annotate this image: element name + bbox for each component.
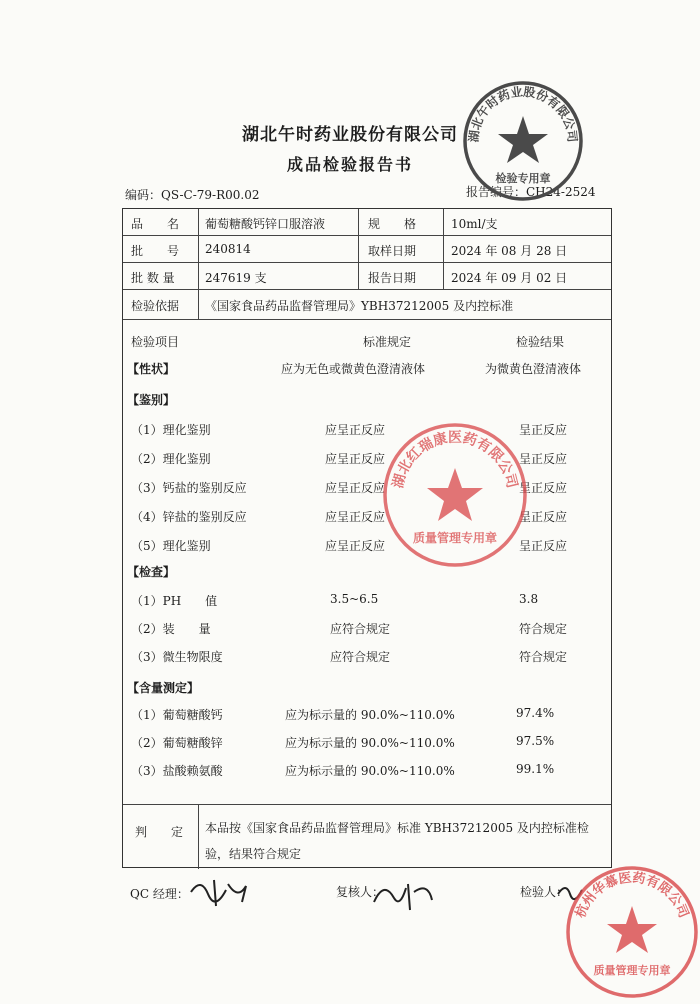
identification-row-standard: 应呈正反应 — [325, 423, 386, 437]
reviewer-signature — [370, 874, 440, 914]
quantity-value: 247619 支 — [205, 271, 267, 285]
identification-row-result: 呈正反应 — [519, 539, 568, 553]
sample-date-label: 取样日期 — [368, 244, 417, 258]
identification-row-result: 呈正反应 — [519, 452, 568, 466]
identification-row-item: （1）理化鉴别 — [131, 423, 211, 437]
conclusion-label: 判 定 — [135, 825, 184, 839]
report-number: 报告编号：CH24-2524 — [466, 185, 596, 199]
column-item: 检验项目 — [131, 335, 180, 349]
batch-value: 240814 — [205, 242, 251, 256]
sample-date-value: 2024 年 08 月 28 日 — [451, 244, 568, 258]
basis-value: 《国家食品药品监督管理局》YBH37212005 及内控标准 — [205, 299, 514, 313]
column-result: 检验结果 — [516, 335, 565, 349]
conclusion-line-1: 本品按《国家食品药品监督管理局》标准 YBH37212005 及内控标准检 — [205, 821, 589, 835]
svg-text:检验专用章: 检验专用章 — [495, 172, 551, 185]
form-code: 编码：QS-C-79-R00.02 — [125, 188, 260, 202]
company-inspection-seal — [460, 78, 586, 208]
assay-row-standard: 应为标示量的 90.0%~110.0% — [285, 764, 455, 778]
spec-value: 10ml/支 — [451, 217, 498, 231]
column-standard: 标准规定 — [363, 335, 412, 349]
identification-row-result: 呈正反应 — [519, 423, 568, 437]
section-assay: 【含量测定】 — [127, 681, 200, 695]
inspector-label: 检验人： — [520, 885, 569, 899]
assay-row-item: （2）葡萄糖酸锌 — [131, 736, 223, 750]
report-date-value: 2024 年 09 月 02 日 — [451, 271, 568, 285]
inspection-row-standard: 应符合规定 — [330, 650, 391, 664]
identification-row-standard: 应呈正反应 — [325, 539, 386, 553]
identification-row-result: 呈正反应 — [519, 481, 568, 495]
assay-row-result: 97.5% — [516, 734, 555, 748]
inspection-row-item: （1）PH 值 — [131, 594, 218, 608]
reviewer-label: 复核人： — [336, 885, 385, 899]
identification-row-item: （5）理化鉴别 — [131, 539, 211, 553]
identification-row-standard: 应呈正反应 — [325, 510, 386, 524]
inspection-row-result: 符合规定 — [519, 622, 568, 636]
inspection-row-item: （3）微生物限度 — [131, 650, 223, 664]
svg-text:湖北红瑞康医药有限公司: 湖北红瑞康医药有限公司 — [390, 430, 520, 490]
document-title: 成品检验报告书 — [286, 155, 413, 174]
conclusion-line-2: 验，结果符合规定 — [205, 847, 302, 861]
assay-row-result: 97.4% — [516, 706, 555, 720]
batch-label: 批 号 — [131, 244, 180, 258]
assay-row-item: （3）盐酸赖氨酸 — [131, 764, 223, 778]
quantity-label: 批 数 量 — [131, 271, 175, 285]
inspection-row-standard: 3.5~6.5 — [330, 592, 379, 606]
identification-row-item: （4）锌盐的鉴别反应 — [131, 510, 247, 524]
report-table — [122, 208, 612, 868]
inspection-row-standard: 应符合规定 — [330, 622, 391, 636]
inspection-row-item: （2）装 量 — [131, 622, 211, 636]
svg-text:质量管理专用章: 质量管理专用章 — [412, 531, 498, 545]
inspection-row-result: 3.8 — [519, 592, 539, 606]
assay-row-standard: 应为标示量的 90.0%~110.0% — [285, 708, 455, 722]
appearance-standard: 应为无色或微黄色澄清液体 — [281, 362, 426, 376]
svg-text:湖北午时药业股份有限公司: 湖北午时药业股份有限公司 — [466, 84, 580, 143]
qc-manager-label: QC 经理： — [130, 887, 189, 901]
svg-text:质量管理专用章: 质量管理专用章 — [593, 964, 671, 977]
report-date-label: 报告日期 — [368, 271, 417, 285]
inspection-row-result: 符合规定 — [519, 650, 568, 664]
identification-row-standard: 应呈正反应 — [325, 452, 386, 466]
qc-signature — [186, 872, 256, 912]
assay-row-standard: 应为标示量的 90.0%~110.0% — [285, 736, 455, 750]
identification-row-result: 呈正反应 — [519, 510, 568, 524]
basis-label: 检验依据 — [131, 299, 180, 313]
assay-row-result: 99.1% — [516, 762, 555, 776]
identification-row-item: （3）钙盐的鉴别反应 — [131, 481, 247, 495]
product-label: 品 名 — [131, 217, 180, 231]
svg-text:杭州华慕医药有限公司: 杭州华慕医药有限公司 — [573, 870, 691, 921]
quality-management-seal-bottom — [560, 862, 700, 1004]
section-identification: 【鉴别】 — [127, 393, 176, 407]
section-appearance: 【性状】 — [127, 362, 176, 376]
quality-management-seal-middle — [380, 420, 530, 574]
company-name: 湖北午时药业股份有限公司 — [242, 125, 458, 145]
section-inspection: 【检查】 — [127, 565, 176, 579]
appearance-result: 为微黄色澄清液体 — [485, 362, 582, 376]
identification-row-item: （2）理化鉴别 — [131, 452, 211, 466]
product-value: 葡萄糖酸钙锌口服溶液 — [205, 217, 326, 231]
assay-row-item: （1）葡萄糖酸钙 — [131, 708, 223, 722]
spec-label: 规 格 — [368, 217, 417, 231]
identification-row-standard: 应呈正反应 — [325, 481, 386, 495]
